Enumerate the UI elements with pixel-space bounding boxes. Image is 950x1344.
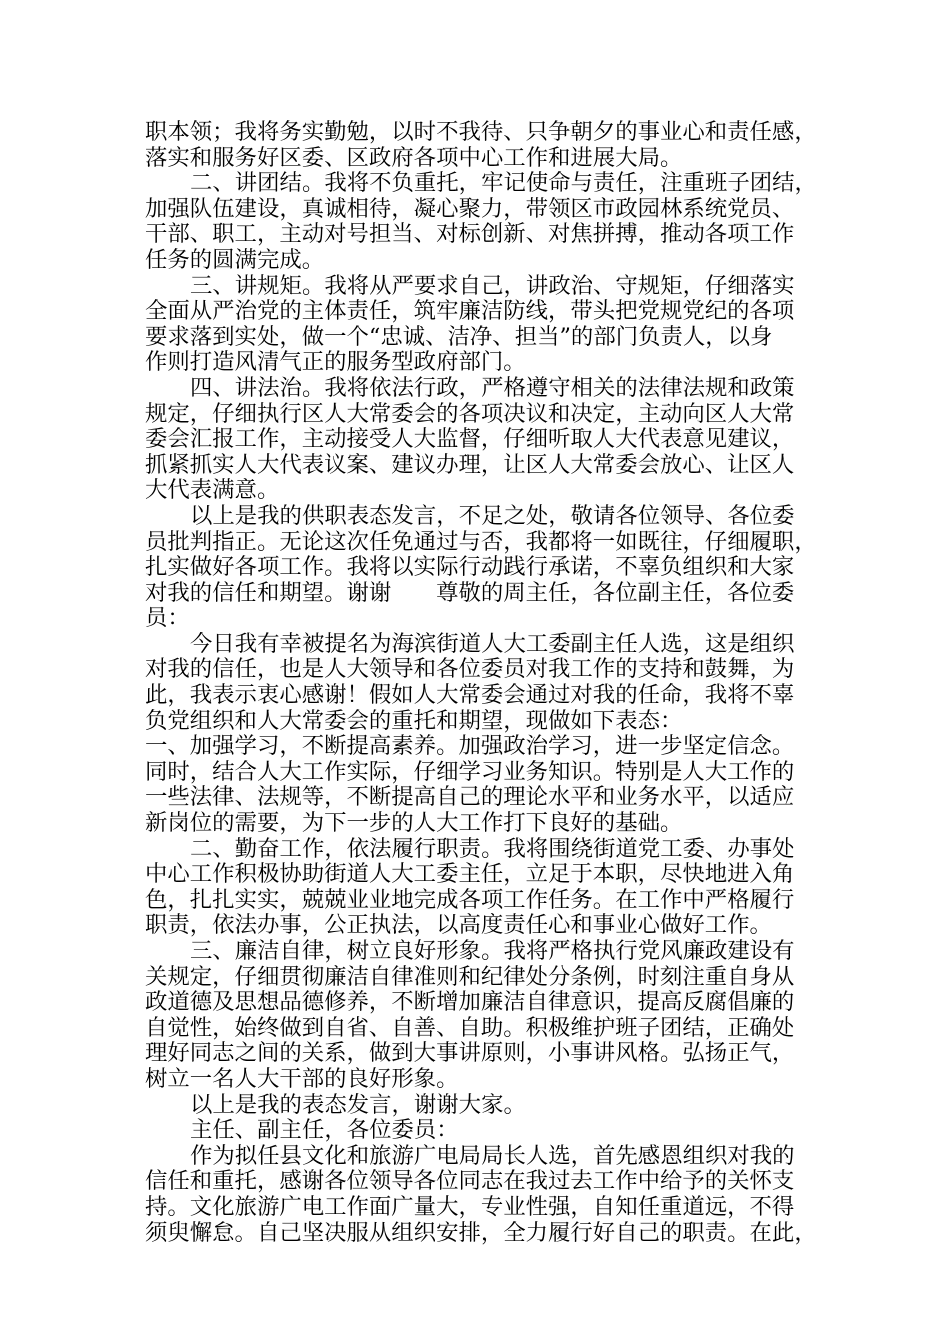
text-line: 委会汇报工作，主动接受人大监督，仔细听取人大代表意见建议， bbox=[145, 427, 795, 453]
text-line: 主任、副主任，各位委员： bbox=[190, 1118, 459, 1144]
text-line: 以上是我的表态发言，谢谢大家。 bbox=[190, 1092, 526, 1118]
text-line: 干部、职工，主动对号担当、对标创新、对焦拼搏，推动各项工作 bbox=[145, 222, 795, 248]
text-line: 中心工作积极协助街道人大工委主任，立足于本职，尽快地进入角 bbox=[145, 862, 795, 888]
text-line: 自觉性，始终做到自省、自善、自助。积极维护班子团结，正确处 bbox=[145, 1015, 795, 1041]
text-line: 三、廉洁自律，树立良好形象。我将严格执行党风廉政建设有 bbox=[190, 939, 795, 964]
text-line: 二、勤奋工作，依法履行职责。我将围绕街道党工委、办事处 bbox=[190, 836, 795, 862]
text-line: 此，我表示衷心感谢！假如人大常委会通过对我的任命，我将不辜 bbox=[145, 683, 795, 709]
text-line: 今日我有幸被提名为海滨街道人大工委副主任人选，这是组织 bbox=[190, 631, 795, 657]
text-line: 信任和重托，感谢各位领导各位同志在我过去工作中给予的关怀支 bbox=[145, 1169, 795, 1195]
text-line: 三、讲规矩。我将从严要求自己，讲政治、守规矩，仔细落实 bbox=[190, 273, 795, 299]
text-line: 作则打造风清气正的服务型政府部门。 bbox=[145, 350, 526, 376]
text-line: 职本领；我将务实勤勉，以时不我待、只争朝夕的事业心和责任感， bbox=[145, 120, 817, 145]
text-line: 任务的圆满完成。 bbox=[145, 247, 325, 273]
text-line: 树立一名人大干部的良好形象。 bbox=[145, 1066, 459, 1092]
text-line: 新岗位的需要，为下一步的人大工作打下良好的基础。 bbox=[145, 811, 683, 837]
text-line: 关规定，仔细贯彻廉洁自律准则和纪律处分条例，时刻注重自身从 bbox=[145, 964, 795, 990]
text-line: 对我的信任，也是人大领导和各位委员对我工作的支持和鼓舞，为 bbox=[145, 657, 795, 683]
document-page bbox=[145, 120, 821, 1246]
text-line: 扎实做好各项工作。我将以实际行动践行承诺，不辜负组织和大家 bbox=[145, 555, 795, 581]
text-line: 同时，结合人大工作实际，仔细学习业务知识。特别是人大工作的 bbox=[145, 759, 795, 785]
text-line: 一些法律、法规等，不断提高自己的理论水平和业务水平，以适应 bbox=[145, 785, 795, 811]
text-line: 二、讲团结。我将不负重托，牢记使命与责任，注重班子团结， bbox=[190, 171, 817, 197]
text-line: 职责，依法办事，公正执法，以高度责任心和事业心做好工作。 bbox=[145, 913, 772, 939]
text-line: 色，扎扎实实，兢兢业业地完成各项工作任务。在工作中严格履行 bbox=[145, 887, 795, 913]
text-line: 须臾懈怠。自己坚决服从组织安排，全力履行好自己的职责。在此， bbox=[145, 1220, 817, 1246]
text-line: 员： bbox=[145, 606, 190, 632]
text-line: 政道德及思想品德修养，不断增加廉洁自律意识，提高反腐倡廉的 bbox=[145, 990, 795, 1016]
text-line: 要求落到实处，做一个“忠诚、洁净、担当”的部门负责人，以身 bbox=[145, 324, 773, 350]
text-line: 员批判指正。无论这次任免通过与否，我都将一如既往，仔细履职， bbox=[145, 529, 817, 555]
text-line: 抓紧抓实人大代表议案、建议办理，让区人大常委会放心、让区人 bbox=[145, 452, 795, 478]
text-line: 对我的信任和期望。谢谢 尊敬的周主任，各位副主任，各位委 bbox=[145, 580, 795, 606]
text-line: 规定，仔细执行区人大常委会的各项决议和决定，主动向区人大常 bbox=[145, 401, 795, 427]
text-line: 落实和服务好区委、区政府各项中心工作和进展大局。 bbox=[145, 145, 683, 171]
text-line: 一、加强学习，不断提高素养。加强政治学习，进一步坚定信念。 bbox=[145, 734, 795, 760]
text-line: 持。文化旅游广电工作面广量大，专业性强，自知任重道远，不得 bbox=[145, 1194, 795, 1220]
text-line: 加强队伍建设，真诚相待，凝心聚力，带领区市政园林系统党员、 bbox=[145, 196, 795, 222]
text-line: 理好同志之间的关系，做到大事讲原则，小事讲风格。弘扬正气， bbox=[145, 1041, 795, 1067]
text-line: 全面从严治党的主体责任，筑牢廉洁防线，带头把党规党纪的各项 bbox=[145, 299, 795, 325]
text-line: 大代表满意。 bbox=[145, 478, 280, 504]
text-line: 四、讲法治。我将依法行政，严格遵守相关的法律法规和政策 bbox=[190, 375, 795, 401]
text-line: 以上是我的供职表态发言，不足之处，敬请各位领导、各位委 bbox=[190, 503, 795, 529]
text-line: 负党组织和人大常委会的重托和期望，现做如下表态： bbox=[145, 708, 683, 734]
text-line: 作为拟任县文化和旅游广电局局长人选，首先感恩组织对我的 bbox=[190, 1143, 795, 1169]
